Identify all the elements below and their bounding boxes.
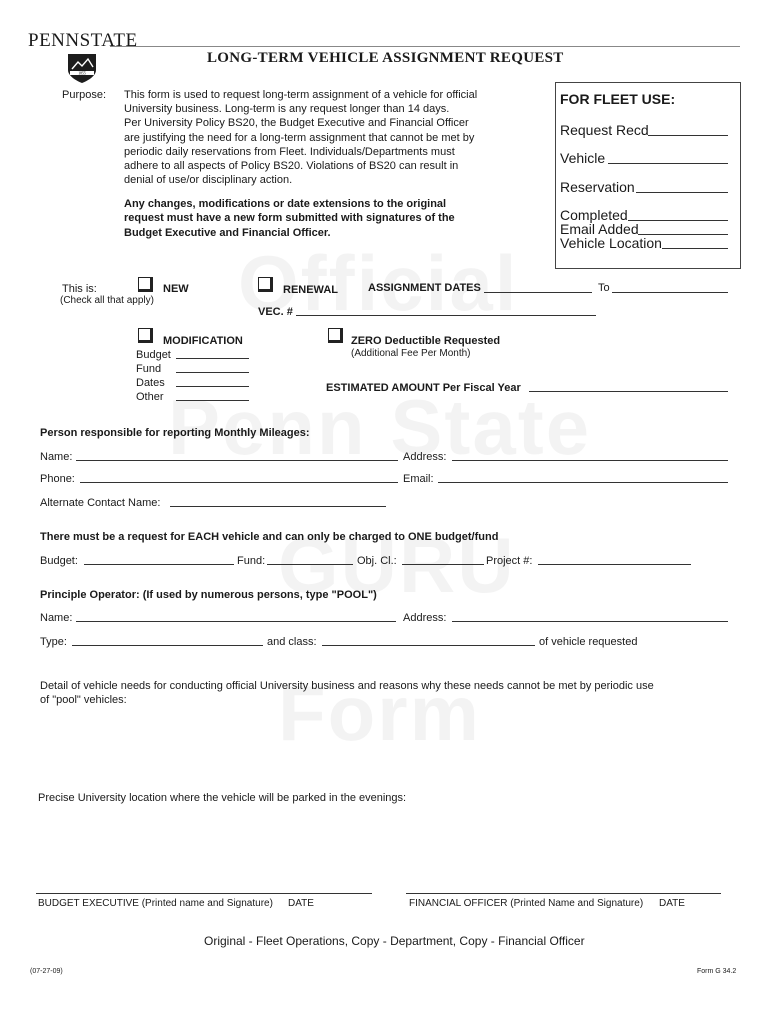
- vec-label: VEC. #: [258, 306, 293, 318]
- mileage-name-label: Name:: [40, 451, 73, 463]
- obj-cl-label: Obj. Cl.:: [357, 555, 397, 567]
- fleet-use-title: FOR FLEET USE:: [560, 91, 676, 107]
- fund-field[interactable]: [267, 564, 353, 565]
- estimated-amount-field[interactable]: [529, 391, 728, 392]
- email-added-label: Email Added: [560, 221, 639, 237]
- detail-text-line1: Detail of vehicle needs for conducting official University business and reasons why these needs cannot be met by periodic use: [40, 680, 654, 692]
- request-recd-label: Request Recd: [560, 122, 649, 138]
- vehicle-location-label: Vehicle Location: [560, 235, 662, 251]
- zero-deductible-checkbox[interactable]: [328, 328, 343, 343]
- vehicle-class-field[interactable]: [322, 645, 535, 646]
- revision-date: (07-27-09): [30, 968, 63, 975]
- mod-fund-label: Fund: [136, 363, 162, 375]
- purpose-text: This form is used to request long-term assignment of a vehicle for official University business. Long-term is any request longer than 14 days. Per University Policy BS20, the Budget Executive and Financial Officer are justifying the need for a long-term assignment that cannot be met by periodic daily reservations from Fleet. Individuals/Departments must adhere to all aspects of Policy BS20. Violations of BS20 can result in denial of use/or disciplinary action.: [124, 89, 478, 187]
- mileage-address-field[interactable]: [452, 460, 728, 461]
- changes-notice: Any changes, modifications or date extensions to the original request must have a new form submitted with signatures of the Budget Executive and Financial Officer.: [124, 198, 455, 239]
- financial-officer-label: FINANCIAL OFFICER (Printed Name and Signature): [409, 898, 644, 909]
- mod-other-field[interactable]: [176, 400, 249, 401]
- page-title: LONG-TERM VEHICLE ASSIGNMENT REQUEST: [207, 50, 564, 66]
- zero-deductible-label: ZERO Deductible Requested: [351, 335, 501, 347]
- renewal-checkbox[interactable]: [258, 277, 273, 292]
- fleet-use-box: [555, 82, 741, 269]
- operator-name-label: Name:: [40, 612, 73, 624]
- request-recd-field[interactable]: [648, 135, 728, 136]
- reservation-label: Reservation: [560, 179, 635, 195]
- shield-year: 1855: [78, 71, 86, 76]
- of-vehicle-label: of vehicle requested: [539, 636, 638, 648]
- parking-location-label: Precise University location where the vehicle will be parked in the evenings:: [38, 792, 407, 804]
- mod-other-label: Other: [136, 391, 164, 403]
- operator-address-field[interactable]: [452, 621, 728, 622]
- operator-address-label: Address:: [403, 612, 447, 624]
- budget-executive-date-label: DATE: [288, 898, 314, 909]
- estimated-amount-label: ESTIMATED AMOUNT Per Fiscal Year: [326, 382, 521, 394]
- budget-field[interactable]: [84, 564, 234, 565]
- and-class-label: and class:: [267, 636, 317, 648]
- mod-dates-field[interactable]: [176, 386, 249, 387]
- vehicle-type-field[interactable]: [72, 645, 263, 646]
- modification-checkbox[interactable]: [138, 328, 153, 343]
- new-label: NEW: [163, 283, 189, 295]
- alternate-contact-field[interactable]: [170, 506, 386, 507]
- vehicle-field[interactable]: [608, 163, 728, 164]
- completed-field[interactable]: [628, 220, 728, 221]
- assignment-end-field[interactable]: [612, 292, 728, 293]
- mileage-address-label: Address:: [403, 451, 447, 463]
- additional-fee-note: (Additional Fee Per Month): [351, 348, 471, 359]
- mileage-phone-label: Phone:: [40, 473, 75, 485]
- mod-dates-label: Dates: [136, 377, 165, 389]
- to-label: To: [598, 282, 610, 294]
- vehicle-type-label: Type:: [40, 636, 67, 648]
- alternate-contact-label: Alternate Contact Name:: [40, 497, 161, 509]
- vec-field[interactable]: [296, 315, 596, 316]
- fund-label: Fund:: [237, 555, 266, 567]
- project-label: Project #:: [486, 555, 533, 567]
- obj-cl-field[interactable]: [402, 564, 484, 565]
- budget-executive-label: BUDGET EXECUTIVE (Printed name and Signature): [38, 898, 273, 909]
- financial-officer-date-label: DATE: [659, 898, 685, 909]
- mileage-email-field[interactable]: [438, 482, 728, 483]
- modification-label: MODIFICATION: [163, 335, 243, 347]
- mod-budget-field[interactable]: [176, 358, 249, 359]
- new-checkbox[interactable]: [138, 277, 153, 292]
- vehicle-label: Vehicle: [560, 150, 606, 166]
- assignment-start-field[interactable]: [484, 292, 592, 293]
- check-note: (Check all that apply): [60, 295, 154, 306]
- parking-location-textarea[interactable]: [38, 808, 728, 878]
- mileage-email-label: Email:: [403, 473, 434, 485]
- mod-fund-field[interactable]: [176, 372, 249, 373]
- assignment-dates-label: ASSIGNMENT DATES: [368, 282, 481, 294]
- financial-officer-signature-field[interactable]: [406, 893, 721, 894]
- shield-icon: [66, 52, 98, 84]
- purpose-label: Purpose:: [62, 89, 107, 101]
- budget-heading: There must be a request for EACH vehicle and can only be charged to ONE budget/fund: [40, 531, 499, 543]
- pennstate-logo-text: PENNSTATE: [28, 30, 138, 51]
- mileage-heading: Person responsible for reporting Monthly Mileages:: [40, 427, 310, 439]
- mileage-phone-field[interactable]: [80, 482, 398, 483]
- detail-text-line2: of "pool" vehicles:: [40, 694, 127, 706]
- mod-budget-label: Budget: [136, 349, 171, 361]
- project-field[interactable]: [538, 564, 691, 565]
- budget-label: Budget:: [40, 555, 78, 567]
- form-number: Form G 34.2: [697, 968, 737, 975]
- operator-name-field[interactable]: [76, 621, 396, 622]
- operator-heading: Principle Operator: (If used by numerous persons, type "POOL"): [40, 589, 377, 601]
- reservation-field[interactable]: [636, 192, 728, 193]
- copy-distribution: Original - Fleet Operations, Copy - Department, Copy - Financial Officer: [204, 934, 585, 948]
- header-rule: [110, 46, 740, 47]
- renewal-label: RENEWAL: [283, 284, 338, 296]
- completed-label: Completed: [560, 207, 628, 223]
- vehicle-location-field[interactable]: [662, 248, 728, 249]
- budget-executive-signature-field[interactable]: [36, 893, 372, 894]
- detail-textarea[interactable]: [40, 710, 728, 780]
- mileage-name-field[interactable]: [76, 460, 398, 461]
- this-is-label: This is:: [62, 283, 97, 295]
